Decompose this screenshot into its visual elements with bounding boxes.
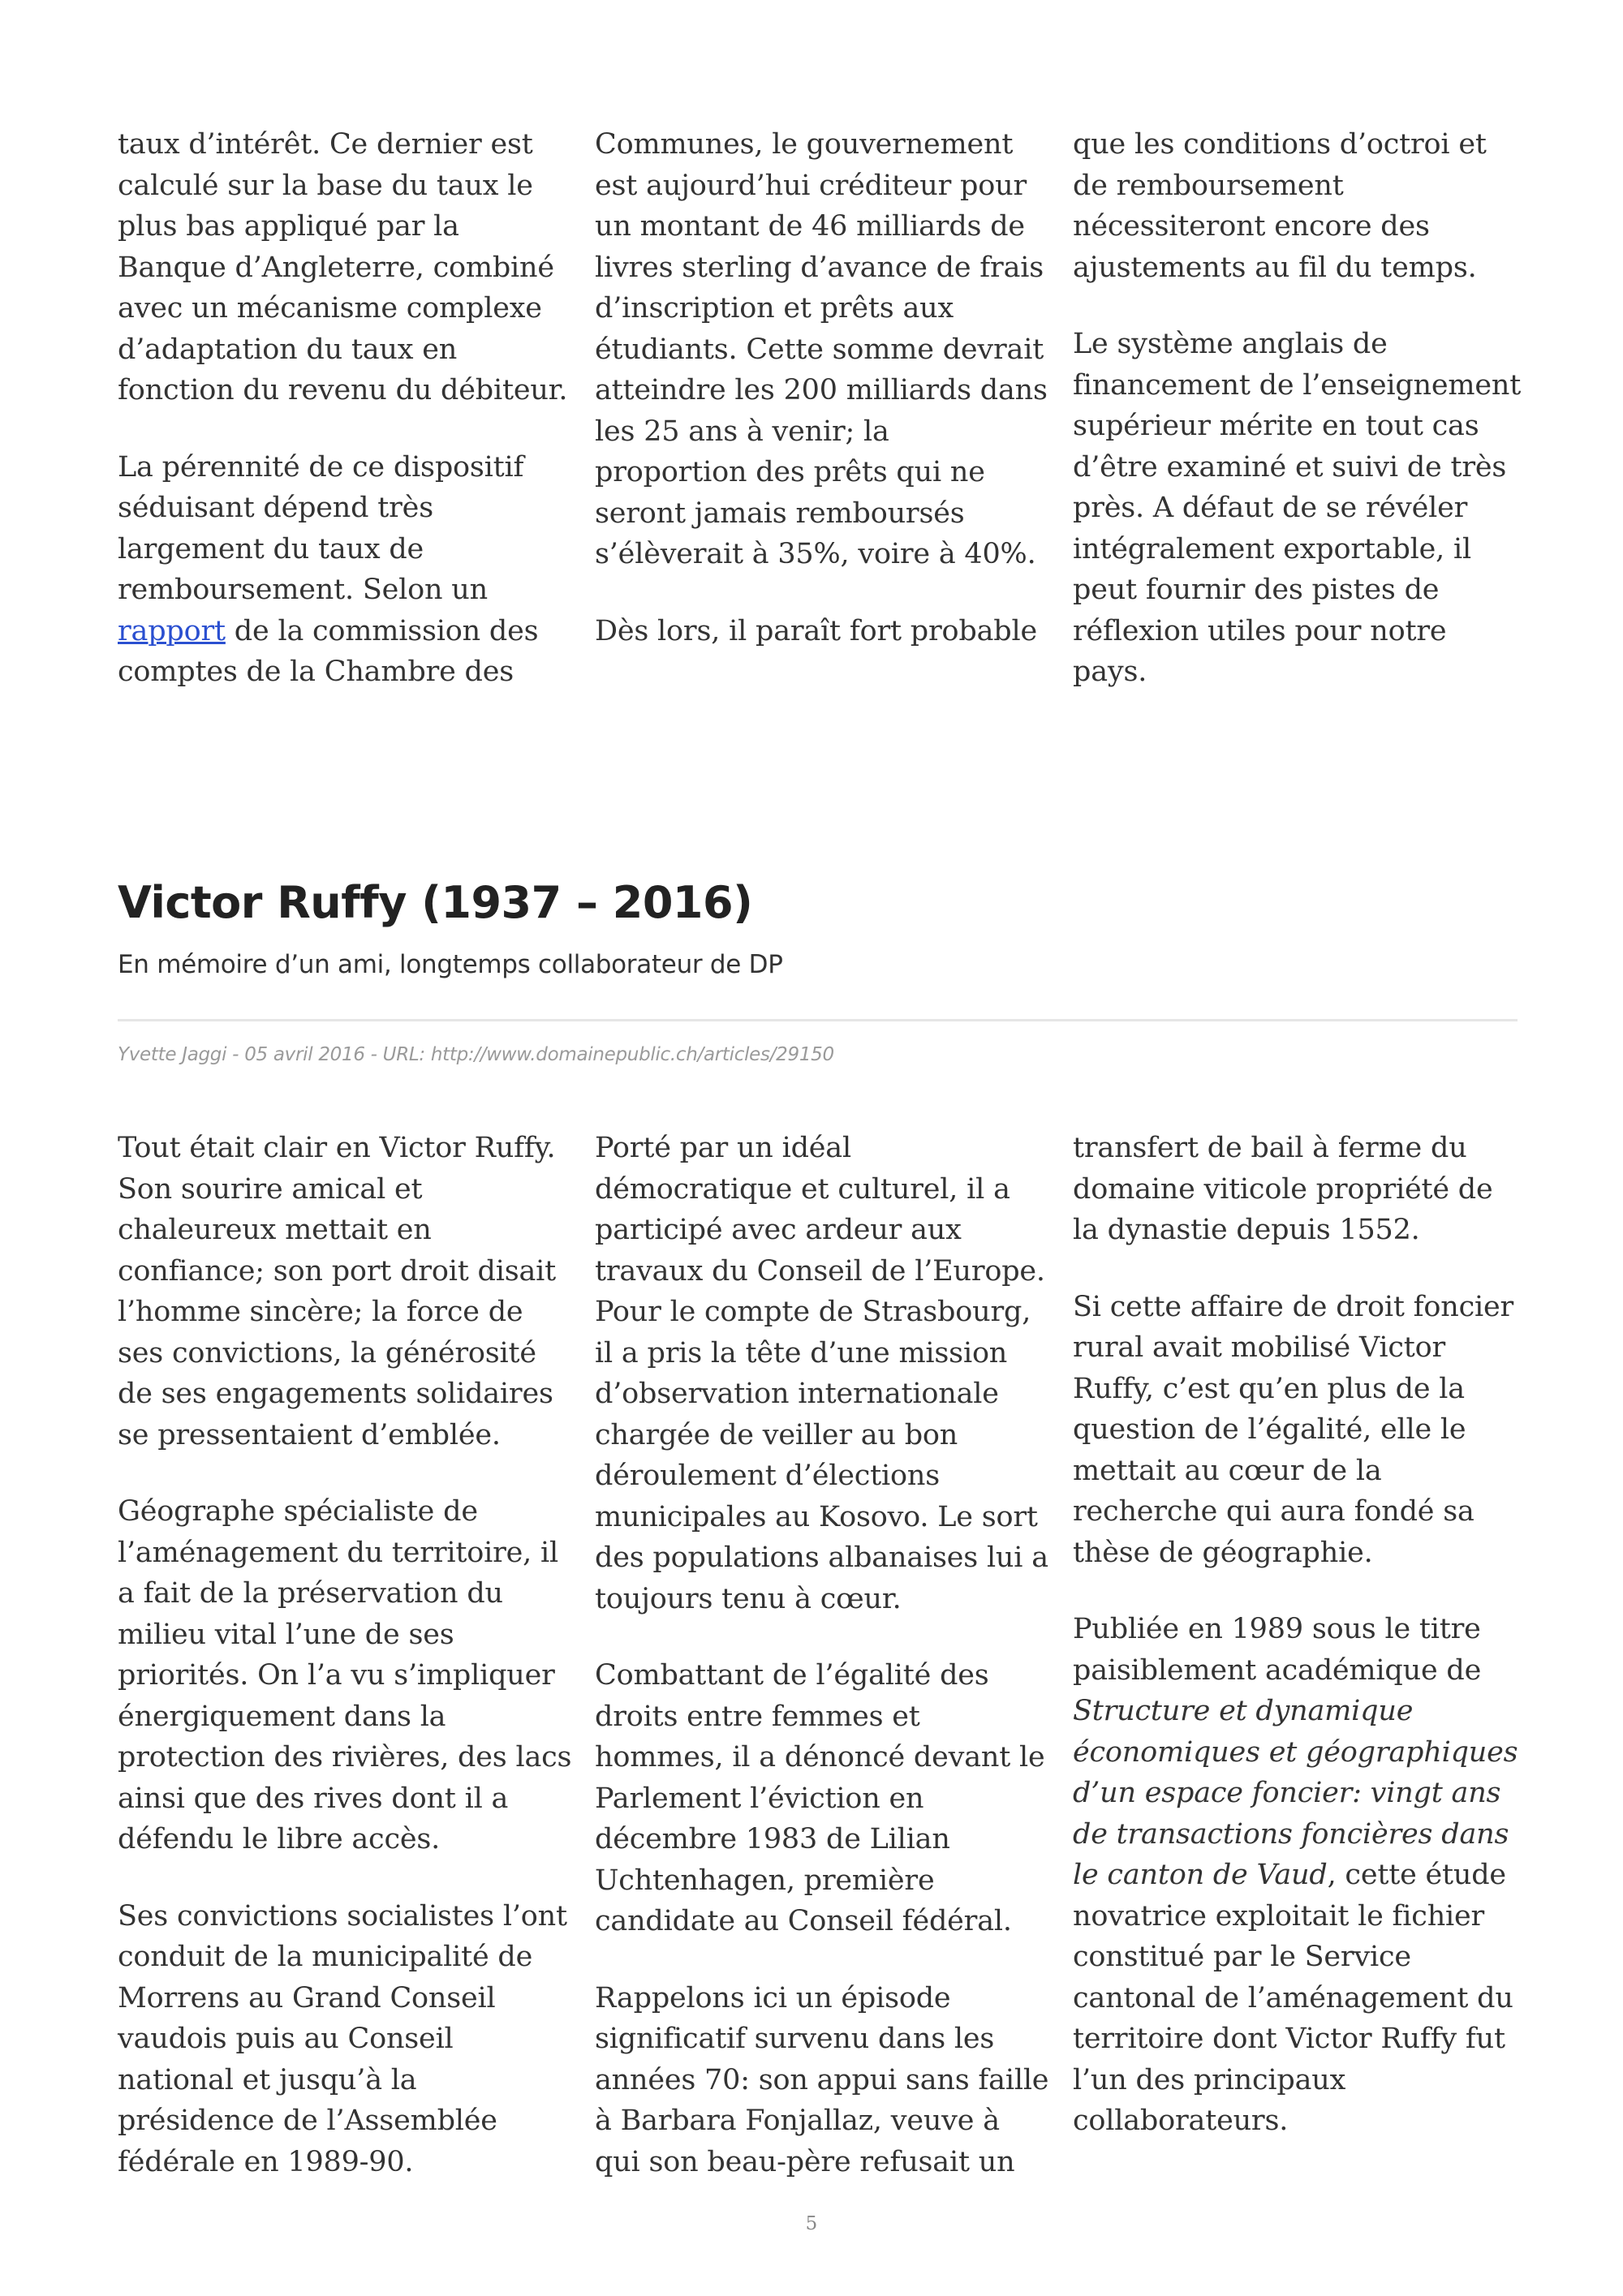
paragraph-text: , cette étude novatrice exploitait le fichier constitué par le Service cantonal de l’aménagement du territoire dont Victor Ruffy fut l’un des principaux collaborateurs. [1073, 1859, 1513, 2137]
paragraph: Le système anglais de financement de l’enseignement supérieur mérite en tout cas d’être examiné et suivi de très près. A défaut de se révéler intégralement exportable, il peut fournir des pistes de réflexion utiles pour notre pays. [1073, 328, 1522, 688]
header-divider [118, 1019, 1518, 1021]
paragraph: Si cette affaire de droit foncier rural avait mobilisé Victor Ruffy, c’est qu’en plus de la question de l’égalité, elle le mettait au cœur de la recherche qui aura fondé sa thèse de géographie. [1073, 1290, 1514, 1569]
paragraph-text: de la commission des comptes de la Chambre des [118, 614, 539, 688]
paragraph: Ses convictions socialistes l’ont conduit de la municipalité de Morrens au Grand Conseil vaudois puis au Conseil national et jusqu’à la présidence de l’Assemblée fédérale en 1989-90. [118, 1899, 567, 2178]
paragraph [118, 447, 572, 693]
paragraph [1073, 1609, 1527, 2142]
article-column-1 [118, 1128, 572, 2182]
paragraph: Dès lors, il paraît fort probable [595, 614, 1037, 647]
article-column-3 [1073, 1128, 1527, 2142]
paragraph: Tout était clair en Victor Ruffy. Son sourire amical et chaleureux mettait en confiance; son port droit disait l’homme sincère; la force de ses convictions, la générosité de ses engagements solidaires se pressentaient d’emblée. [118, 1132, 556, 1451]
paragraph: transfert de bail à ferme du domaine viticole propriété de la dynastie depuis 1552. [1073, 1132, 1493, 1246]
article-column-2 [595, 1128, 1049, 2182]
paragraph: taux d’intérêt. Ce dernier est calculé sur la base du taux le plus bas appliqué par la Banque d’Angleterre, combiné avec un mécanisme complexe d’adaptation du taux en fonction du revenu du débiteur. [118, 128, 568, 406]
page-number: 5 [805, 2213, 818, 2234]
paragraph-text: Publiée en 1989 sous le titre paisiblement académique de [1073, 1613, 1482, 1687]
paragraph: Géographe spécialiste de l’aménagement du territoire, il a fait de la préservation du milieu vital l’une de ses priorités. On l’a vu s’impliquer énergiquement dans la protection des rivières, des lacs ainsi que des rives dont il a défendu le libre accès. [118, 1495, 572, 1855]
paragraph-text: La pérennité de ce dispositif séduisant dépend très largement du taux de remboursement. Selon un [118, 450, 524, 606]
prev-article-column-1 [118, 124, 572, 693]
article-subtitle: En mémoire d’un ami, longtemps collaborateur de DP [118, 950, 783, 979]
article-title: Victor Ruffy (1937 – 2016) [118, 877, 753, 928]
thesis-title: Structure et dynamique économiques et géographiques d’un espace foncier: vingt ans de transactions foncières dans le canton de Vaud [1073, 1695, 1518, 1891]
paragraph: Porté par un idéal démocratique et culturel, il a participé avec ardeur aux travaux du Conseil de l’Europe. Pour le compte de Strasbourg, il a pris la tête d’une mission d’observation internationale chargée de veiller au bon déroulement d’élections municipales au Kosovo. Le sort des populations albanaises lui a toujours tenu à cœur. [595, 1132, 1048, 1615]
paragraph: Communes, le gouvernement est aujourd’hui créditeur pour un montant de 46 milliards de livres sterling d’avance de frais d’inscription et prêts aux étudiants. Cette somme devrait atteindre les 200 milliards dans les 25 ans à venir; la proportion des prêts qui ne seront jamais remboursés s’élèverait à 35%, voire à 40%. [595, 128, 1048, 570]
paragraph: que les conditions d’octroi et de remboursement nécessiteront encore des ajustements au fil du temps. [1073, 128, 1487, 284]
prev-article-column-2 [595, 124, 1049, 651]
prev-article-column-3 [1073, 124, 1527, 693]
article-meta: Yvette Jaggi - 05 avril 2016 - URL: http://www.domainepublic.ch/articles/29150 [118, 1044, 834, 1065]
rapport-link[interactable]: rapport [118, 614, 226, 647]
paragraph: Combattant de l’égalité des droits entre femmes et hommes, il a dénoncé devant le Parlement l’éviction en décembre 1983 de Lilian Uchtenhagen, première candidate au Conseil fédéral. [595, 1659, 1045, 1937]
paragraph: Rappelons ici un épisode significatif survenu dans les années 70: son appui sans faille à Barbara Fonjallaz, veuve à qui son beau-père refusait un [595, 1981, 1049, 2178]
